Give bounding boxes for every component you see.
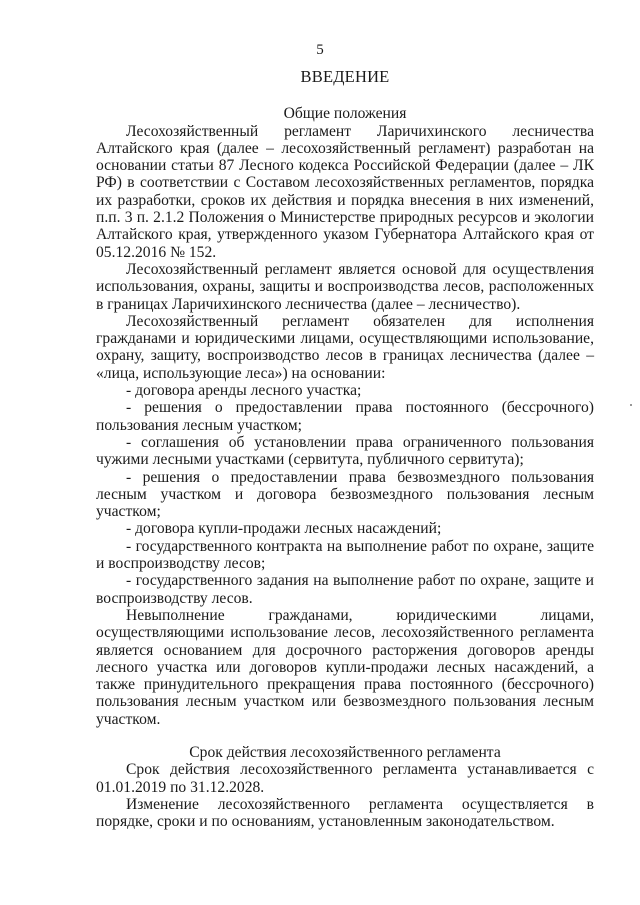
- paragraph: Лесохозяйственный регламент Ларичихинского лесничества Алтайского края (далее – лесохозяйственный регламент) разработан на основании статьи 87 Лесного кодекса Российской Федерации (далее – ЛК РФ) в соответствии с Составом лесохозяйственных регламентов, порядка их разработки, сроков их действия и порядка внесения в них изменений, п.п. 3 п. 2.1.2 Положения о Министерстве природных ресурсов и экологии Алтайского края, утвержденного указом Губернатора Алтайского края от 05.12.2016 № 152.: [96, 122, 594, 261]
- list-item: - договора купли-продажи лесных насаждений;: [126, 520, 442, 538]
- paragraph: Лесохозяйственный регламент обязателен для исполнения гражданами и юридическими лицами, осуществляющими использование, охрану, защиту, воспроизводство лесов в границах лесничества (далее – «лица, использующие леса») на основании:: [96, 312, 594, 382]
- paragraph: Срок действия лесохозяйственного регламента устанавливается с 01.01.2019 по 31.12.2028.: [96, 761, 594, 796]
- page-title: ВВЕДЕНИЕ: [300, 67, 390, 86]
- paragraph: Лесохозяйственный регламент является основой для осуществления использования, охраны, защиты и воспроизводства лесов, расположенных в границах Ларичихинского лесничества (далее – лесничество).: [96, 260, 594, 313]
- list-item: - соглашения об установлении права ограниченного пользования чужими лесными участками (сервитута, публичного сервитута);: [96, 433, 594, 469]
- section-heading-general: Общие положения: [283, 105, 407, 123]
- list-item: - решения о предоставлении права безвозмездного пользования лесным участком и договора безвозмездного пользования лесным участком;: [96, 468, 594, 521]
- paragraph: Изменение лесохозяйственного регламента осуществляется в порядке, сроки и по основаниям, установленным законодательством.: [96, 795, 594, 831]
- list-item: - договора аренды лесного участка;: [126, 382, 362, 400]
- list-item: - государственного задания на выполнение работ по охране, защите и воспроизводству лесов.: [96, 572, 594, 607]
- page-content: [96, 68, 594, 830]
- page-number: 5: [316, 42, 324, 58]
- list-item: - государственного контракта на выполнение работ по охране, защите и воспроизводству лесов;: [96, 537, 594, 573]
- paragraph: Невыполнение гражданами, юридическими лицами, осуществляющими использование лесов, лесохозяйственного регламента является основанием для досрочного расторжения договоров аренды лесного участка или договоров купли-продажи лесных насаждений, а также принудительного прекращения права постоянного (бессрочного) пользования лесным участком или безвозмездного пользования лесным участком.: [96, 606, 594, 728]
- scan-speck: [630, 404, 632, 406]
- section-heading-validity: Срок действия лесохозяйственного регламента: [189, 743, 501, 761]
- list-item: - решения о предоставлении права постоянного (бессрочного) пользования лесным участком;: [96, 399, 594, 434]
